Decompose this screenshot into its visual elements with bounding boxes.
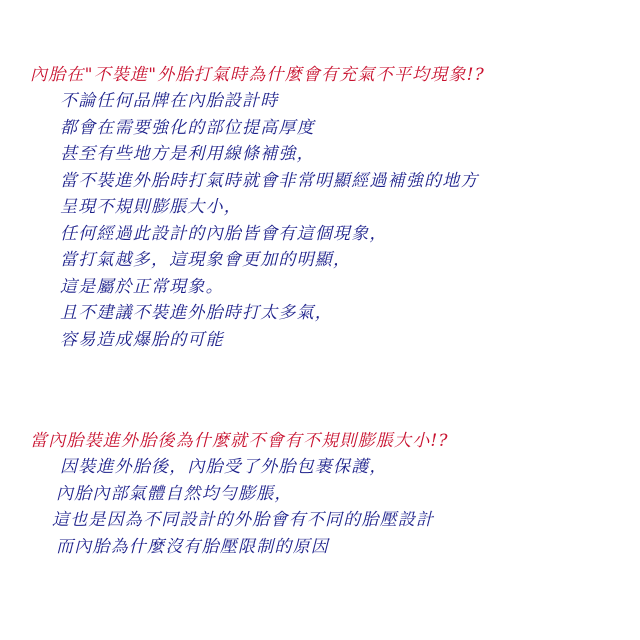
- text-line: 甚至有些地方是利用線條補強，: [60, 144, 315, 164]
- body-text: [0, 454, 640, 560]
- text-line: 當打氣越多，這現象會更加的明顯，: [60, 250, 352, 270]
- text-line: 當不裝進外胎時打氣時就會非常明顯經過補強的地方: [60, 170, 479, 191]
- text-line: 呈現不規則膨脹大小，: [60, 197, 242, 217]
- text-line: 而內胎為什麼沒有胎壓限制的原因: [56, 536, 329, 557]
- body-text: [0, 88, 640, 353]
- section-inflation-even: [0, 428, 640, 560]
- text-line: 內胎內部氣體自然均勻膨脹，: [56, 483, 293, 504]
- text-line: 這也是因為不同設計的外胎會有不同的胎壓設計: [52, 510, 435, 530]
- text-line: 因裝進外胎後，內胎受了外胎包裹保護，: [60, 457, 388, 477]
- section-heading: 內胎在"不裝進"外胎打氣時為什麼會有充氣不平均現象!?: [30, 65, 485, 85]
- text-line: 不論任何品牌在內胎設計時: [60, 91, 279, 111]
- text-line: 容易造成爆胎的可能: [60, 329, 224, 350]
- text-line: 這是屬於正常現象。: [60, 276, 224, 297]
- text-line: 且不建議不裝進外胎時打太多氣，: [60, 303, 333, 323]
- text-line: 都會在需要強化的部位提高厚度: [60, 117, 315, 138]
- section-inflation-uneven: [0, 62, 640, 353]
- section-heading: 當內胎裝進外胎後為什麼就不會有不規則膨脹大小!?: [30, 431, 449, 451]
- text-line: 任何經過此設計的內胎皆會有這個現象，: [60, 223, 388, 244]
